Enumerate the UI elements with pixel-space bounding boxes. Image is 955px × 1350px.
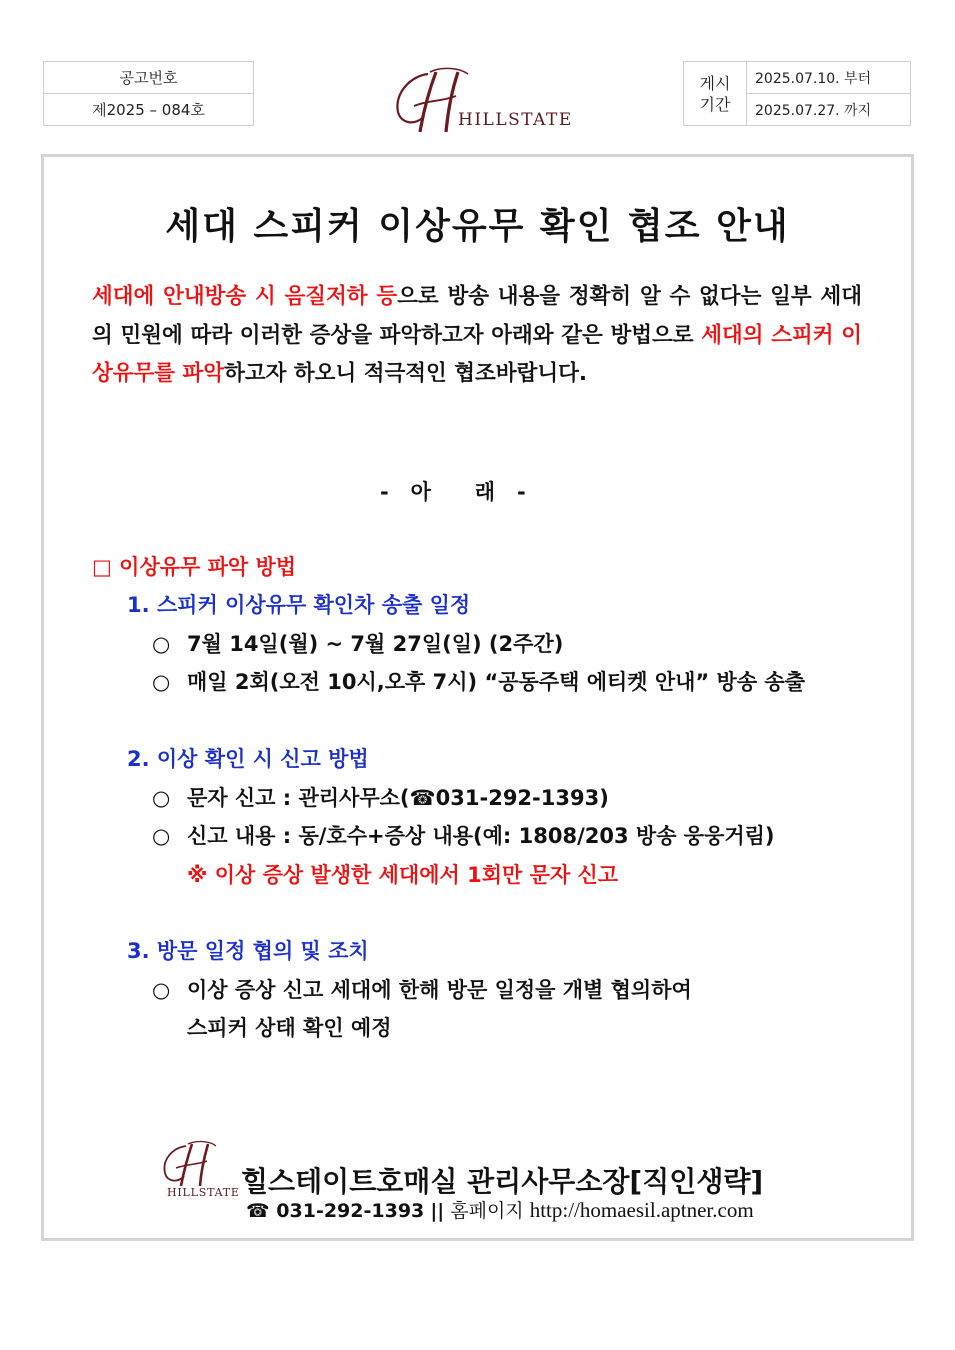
item3-title: 3. 방문 일정 협의 및 조치	[127, 939, 369, 963]
item1-title: 1. 스피커 이상유무 확인차 송출 일정	[127, 593, 471, 617]
item2-report-method	[152, 784, 609, 812]
posting-period-box	[683, 61, 911, 126]
posting-period-label	[684, 62, 747, 125]
circle-bullet-icon: ○	[152, 824, 171, 848]
item3-visit-text: 이상 증상 신고 세대에 한해 방문 일정을 개별 협의하여	[187, 978, 692, 1002]
item3-visit	[152, 976, 692, 1004]
circle-bullet-icon: ○	[152, 632, 171, 656]
contact-line	[246, 1196, 754, 1223]
item1-schedule	[152, 630, 563, 658]
item2-report-content	[152, 822, 775, 850]
section-heading: □ 이상유무 파악 방법	[92, 555, 297, 579]
item1-broadcast-text: 매일 2회(오전 10시,오후 7시) “공동주택 에티켓 안내” 방송 송출	[187, 670, 806, 694]
footer-logo-text: HILLSTATE	[167, 1186, 240, 1199]
homepage-label: 홈페이지	[450, 1200, 524, 1222]
item2-title: 2. 이상 확인 시 신고 방법	[127, 747, 369, 771]
hillstate-h-icon	[160, 1140, 245, 1190]
hillstate-logo	[390, 66, 573, 138]
intro-paragraph	[92, 278, 862, 394]
intro-text-1: 으로 방송 내용을 정확히 알 수 없다는 일부 세대의 민원에 따라 이러한 증상을 파악하고자 아래와 같은 방법으로	[92, 284, 862, 348]
notice-number-box	[43, 61, 254, 126]
posting-period-from: 2025.07.10. 부터	[747, 62, 910, 94]
intro-highlight-1: 세대에 안내방송 시 음질저하 등	[92, 284, 398, 309]
phone-number: ☎ 031-292-1393	[246, 1200, 425, 1222]
circle-bullet-icon: ○	[152, 978, 171, 1002]
item1-schedule-text: 7월 14일(월) ~ 7월 27일(일) (2주간)	[187, 632, 564, 656]
footer-logo	[160, 1140, 245, 1202]
item1-broadcast	[152, 668, 805, 696]
intro-text-2: 하고자 하오니 적극적인 협조바랍니다.	[224, 361, 588, 386]
item3-visit-cont: 스피커 상태 확인 예정	[187, 1016, 392, 1040]
posting-period-label-2: 기간	[699, 94, 731, 114]
notice-number-label: 공고번호	[44, 62, 253, 94]
below-heading: - 아 래 -	[380, 480, 526, 504]
logo-brand-text: HILLSTATE	[458, 110, 573, 130]
posting-period-to: 2025.07.27. 까지	[755, 102, 872, 119]
office-name: 힐스테이트호매실 관리사무소장[직인생략]	[241, 1165, 764, 1198]
separator: ||	[430, 1200, 445, 1222]
homepage-link[interactable]: http://homaesil.aptner.com	[529, 1198, 754, 1222]
item2-note: ※ 이상 증상 발생한 세대에서 1회만 문자 신고	[187, 863, 619, 887]
posting-period-label-1: 게시	[699, 73, 731, 93]
notice-number-value: 제2025 – 084호	[92, 101, 205, 119]
circle-bullet-icon: ○	[152, 786, 171, 810]
circle-bullet-icon: ○	[152, 670, 171, 694]
item2-report-method-text: 문자 신고 : 관리사무소(☎031-292-1393)	[187, 786, 609, 810]
item2-report-content-text: 신고 내용 : 동/호수+증상 내용(예: 1808/203 방송 웅웅거림)	[187, 824, 775, 848]
intro-highlight-2: 세대의 스피커 이상유무를 파악	[92, 322, 862, 386]
page-title: 세대 스피커 이상유무 확인 협조 안내	[165, 206, 790, 247]
